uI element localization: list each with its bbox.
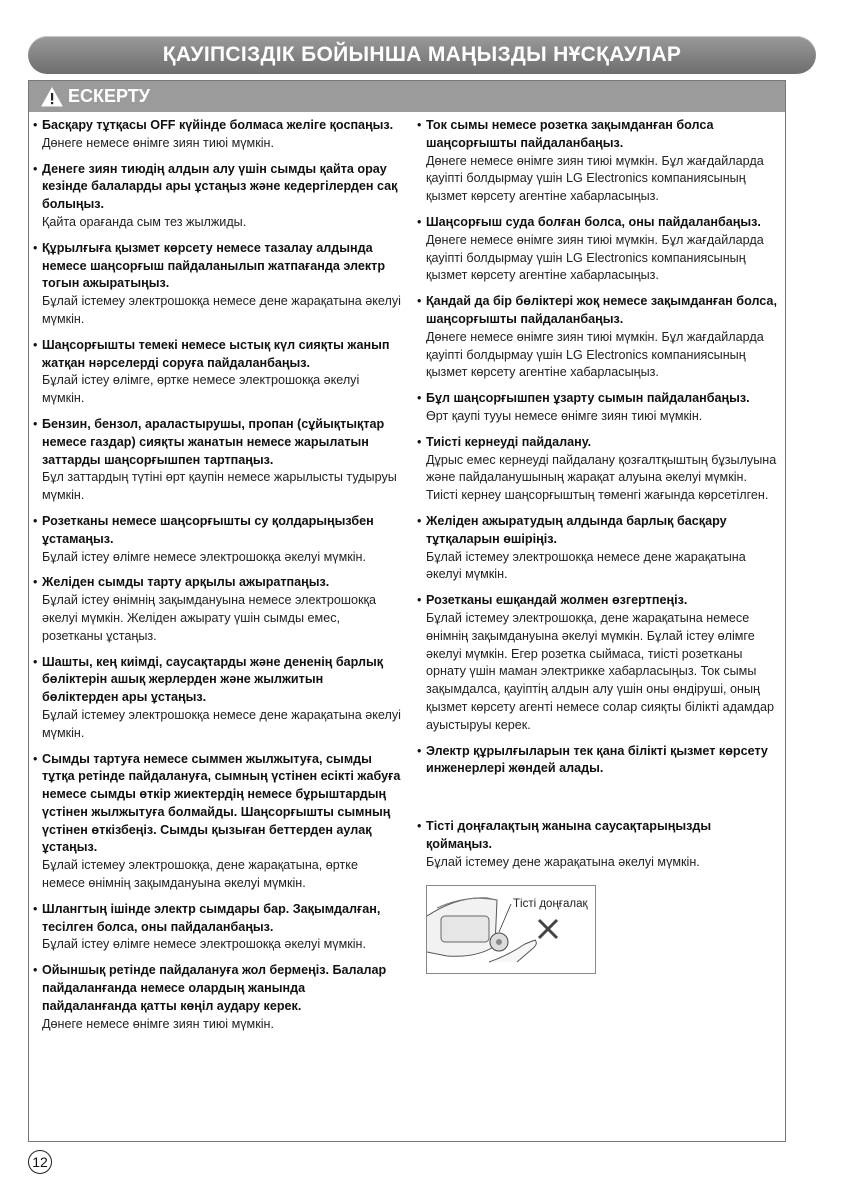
- item-text: Дөнеге немесе өнімге зиян тиюі мүмкін.: [42, 1016, 274, 1031]
- item-heading: Шлангтың ішінде электр сымдары бар. Зақымдалған, тесілген болса, оны пайдаланбаңыз.: [42, 901, 381, 934]
- item-heading: Розетканы ешқандай жолмен өзгертпеңіз.: [426, 593, 688, 608]
- item-heading: Шаңсорғыш суда болған болса, оны пайдаланбаңыз.: [426, 214, 761, 229]
- list-item: • Шаңсорғыш суда болған болса, оны пайдаланбаңыз. Дөнеге немесе өнімге зиян тиюі мүмкін. Бұл жағдайларда қауіпті болдырмау үшін LG Electronics компаниясының қызмет көрсету агентіне хабарласыңыз.: [417, 214, 779, 285]
- item-text: Бұлай істемеу электрошокқа немесе дене жарақатына әкелуі мүмкін.: [426, 549, 746, 582]
- item-text: Өрт қаупі тууы немесе өнімге зиян тиюі мүмкін.: [426, 408, 703, 423]
- item-heading: Қандай да бір бөліктері жоқ немесе зақымданған болса, шаңсорғышты пайдаланбаңыз.: [426, 294, 777, 326]
- item-text: Бұлай істеу өлімге немесе электрошокқа әкелуі мүмкін.: [42, 937, 366, 952]
- item-heading: Бензин, бензол, араластырушы, пропан (сұйықтықтар немесе газдар) сияқты жанатын немесе жарылатын заттарды шаңсорғышпен тартпаңыз.: [42, 416, 385, 467]
- list-item: • Құрылғыға қызмет көрсету немесе тазалау алдында немесе шаңсорғыш пайдаланылып жатпағанда электр тогын ажыратыңыз. Бұлай істемеу электрошокқа немесе дене жарақатына әкелуі мүмкін.: [33, 240, 403, 329]
- list-item: • Розетканы немесе шаңсорғышты су қолдарыңызбен ұстамаңыз. Бұлай істеу өлімге немесе электрошокқа әкелуі мүмкін.: [33, 513, 403, 566]
- item-heading: Желіден сымды тарту арқылы ажыратпаңыз.: [42, 575, 330, 590]
- item-heading: Розетканы немесе шаңсорғышты су қолдарыңызбен ұстамаңыз.: [42, 513, 374, 546]
- item-text: Дұрыс емес кернеуді пайдалану қозғалтқыштың бұзылуына және пайдаланушының жарақат алуына әкелуі мүмкін. Тиісті кернеу шаңсорғыштың төменгі жағында көрсетілген.: [426, 452, 777, 503]
- list-item: • Шлангтың ішінде электр сымдары бар. Зақымдалған, тесілген болса, оны пайдаланбаңыз. Бұлай істеу өлімге немесе электрошокқа әкелуі мүмкін.: [33, 901, 403, 954]
- gear-label: Тісті доңғалақ: [513, 898, 588, 911]
- item-text: Бұлай істемеу электрошокқа, дене жарақатына, өртке немесе өнімнің зақымдануына әкелуі мүмкін.: [42, 858, 358, 891]
- item-text: Бұлай істеу өнімнің зақымдануына немесе электрошокқа әкелуі мүмкін. Желіден ажырату үшін сымды емес, розетканы ұстаңыз.: [42, 593, 377, 643]
- list-item: • Басқару тұтқасы OFF күйінде болмаса желіге қоспаңыз. Дөнеге немесе өнімге зиян тиюі мүмкін.: [33, 117, 403, 153]
- list-item: • Электр құрылғыларын тек қана білікті қызмет көрсету инженерлері жөндей алады.: [417, 743, 779, 779]
- item-text: Бұлай істемеу электрошокқа немесе дене жарақатына әкелуі мүмкін.: [42, 294, 401, 326]
- item-text: Дөнеге немесе өнімге зиян тиюі мүмкін. Бұл жағдайларда қауіпті болдырмау үшін LG Electronics компаниясының қызмет көрсету агентіне хабарласыңыз.: [426, 329, 764, 380]
- left-column: [33, 117, 403, 1041]
- list-item: • Қандай да бір бөліктері жоқ немесе зақымданған болса, шаңсорғышты пайдаланбаңыз. Дөнеге немесе өнімге зиян тиюі мүмкін. Бұл жағдайларда қауіпті болдырмау үшін LG Electronics компаниясының қызмет көрсету агентіне хабарласыңыз.: [417, 293, 779, 382]
- item-text: Дөнеге немесе өнімге зиян тиюі мүмкін.: [42, 135, 274, 150]
- list-item: • Желіден сымды тарту арқылы ажыратпаңыз. Бұлай істеу өнімнің зақымдануына немесе электрошокқа әкелуі мүмкін. Желіден ажырату үшін сымды емес, розетканы ұстаңыз.: [33, 574, 403, 645]
- item-text: Бұлай істеу өлімге немесе электрошокқа әкелуі мүмкін.: [42, 549, 366, 564]
- list-item: • Бұл шаңсорғышпен ұзарту сымын пайдаланбаңыз. Өрт қаупі тууы немесе өнімге зиян тиюі мүмкін.: [417, 390, 779, 426]
- list-item: • Желіден ажыратудың алдында барлық басқару тұтқаларын өшіріңіз. Бұлай істемеу электрошокқа немесе дене жарақатына әкелуі мүмкін.: [417, 513, 779, 584]
- item-heading: Ток сымы немесе розетка зақымданған болса шаңсорғышты пайдаланбаңыз.: [426, 118, 714, 150]
- item-heading: Тиісті кернеуді пайдалану.: [426, 434, 592, 449]
- item-text: Бұлай істеу өлімге, өртке немесе электрошокқа әкелуі мүмкін.: [42, 373, 360, 406]
- item-heading: Шашты, кең киімді, саусақтарды және дененің барлық бөліктерін ашық жерлерден және жылжитын бөліктерден ары ұстаңыз.: [42, 654, 384, 705]
- list-item: • Ойыншық ретінде пайдалануға жол бермеңіз. Балалар пайдаланғанда немесе олардың жанында пайдаланғанда қатты көңіл аудару керек. Дөнеге немесе өнімге зиян тиюі мүмкін.: [33, 962, 403, 1033]
- list-item: • Сымды тартуға немесе сыммен жылжытуға, сымды тұтқа ретінде пайдалануға, сымның үстінен есікті жабуға немесе сымды өткір жиектердің немесе бұрыштардың үстінен жылжытуға болмайды. Шаңсорғышты сымның үстінен өткізбеңіз. Сымды қызыған беттерден аулақ ұстаңыз. Бұлай істемеу электрошокқа, дене жарақатына, өртке немесе өнімнің зақымдануына әкелуі мүмкін.: [33, 751, 403, 893]
- item-heading: Ойыншық ретінде пайдалануға жол бермеңіз. Балалар пайдаланғанда немесе олардың жанында пайдаланғанда қатты көңіл аудару керек.: [42, 963, 387, 1013]
- page-title: ҚАУІПСІЗДІК БОЙЫНША МАҢЫЗДЫ НҰСҚАУЛАР: [162, 43, 682, 66]
- item-heading: Денеге зиян тиюдің алдын алу үшін сымды қайта орау кезінде балаларды ары ұстаңыз және кедергілерден сақ болыңыз.: [42, 161, 398, 212]
- item-text: Дөнеге немесе өнімге зиян тиюі мүмкін. Бұл жағдайларда қауіпті болдырмау үшін LG Electronics компаниясының қызмет көрсету агентіне хабарласыңыз.: [426, 232, 764, 283]
- list-item: • Шашты, кең киімді, саусақтарды және дененің барлық бөліктерін ашық жерлерден және жылжитын бөліктерден ары ұстаңыз. Бұлай істемеу электрошокқа немесе дене жарақатына әкелуі мүмкін.: [33, 654, 403, 743]
- list-item: • Ток сымы немесе розетка зақымданған болса шаңсорғышты пайдаланбаңыз. Дөнеге немесе өнімге зиян тиюі мүмкін. Бұл жағдайларда қауіпті болдырмау үшін LG Electronics компаниясының қызмет көрсету агентіне хабарласыңыз.: [417, 117, 779, 206]
- item-heading: Электр құрылғыларын тек қана білікті қызмет көрсету инженерлері жөндей алады.: [426, 743, 768, 776]
- warning-label: ЕСКЕРТУ: [68, 86, 150, 106]
- item-text: Дөнеге немесе өнімге зиян тиюі мүмкін. Бұл жағдайларда қауіпті болдырмау үшін LG Electronics компаниясының қызмет көрсету агентіне хабарласыңыз.: [426, 153, 764, 204]
- list-item: • Бензин, бензол, араластырушы, пропан (сұйықтықтар немесе газдар) сияқты жанатын немесе жарылатын заттарды шаңсорғышпен тартпаңыз. Бұл заттардың түтіні өрт қаупін немесе жарылысты тудыруы мүмкін.: [33, 416, 403, 505]
- gear-illustration: [426, 885, 596, 974]
- list-item: • Денеге зиян тиюдің алдын алу үшін сымды қайта орау кезінде балаларды ары ұстаңыз және кедергілерден сақ болыңыз. Қайта орағанда сым тез жылжиды.: [33, 161, 403, 232]
- list-item: • Шаңсорғышты темекі немесе ыстық күл сияқты жанып жатқан нәрселерді соруға пайдаланбаңыз. Бұлай істеу өлімге, өртке немесе электрошокқа әкелуі мүмкін.: [33, 337, 403, 408]
- item-heading: Желіден ажыратудың алдында барлық басқару тұтқаларын өшіріңіз.: [426, 513, 727, 546]
- title-bar: [28, 36, 816, 74]
- item-text: Бұл заттардың түтіні өрт қаупін немесе жарылысты тудыруы мүмкін.: [42, 470, 397, 503]
- right-column: [417, 117, 779, 974]
- list-item: • Розетканы ешқандай жолмен өзгертпеңіз. Бұлай істемеу электрошокқа, дене жарақатына немесе өнімнің зақымдануына әкелуі мүмкін. Бұлай істеу өлімге әкелуі мүмкін. Егер розетка сыймаса, тиісті розетканы орнату үшін маман электрикке хабарласыңыз. Ток сымы зақымдалса, қауіптің алдын алу үшін оны өндіруші, оның қызмет көрсету агенті немесе солар сияқты білікті адамдар ауыстыруы керек.: [417, 592, 779, 734]
- warning-header: [29, 81, 785, 112]
- item-text: Бұлай істемеу дене жарақатына әкелуі мүмкін.: [426, 854, 700, 869]
- list-item: • Тісті доңғалақтың жанына саусақтарыңызды қоймаңыз. Бұлай істемеу дене жарақатына әкелуі мүмкін.: [417, 818, 779, 871]
- list-item: • Тиісті кернеуді пайдалану. Дұрыс емес кернеуді пайдалану қозғалтқыштың бұзылуына және пайдаланушының жарақат алуына әкелуі мүмкін. Тиісті кернеу шаңсорғыштың төменгі жағында көрсетілген.: [417, 434, 779, 505]
- page-number: 12: [28, 1150, 52, 1174]
- item-heading: Құрылғыға қызмет көрсету немесе тазалау алдында немесе шаңсорғыш пайдаланылып жатпағанда электр тогын ажыратыңыз.: [42, 240, 386, 291]
- item-text: Бұлай істемеу электрошокқа, дене жарақатына немесе өнімнің зақымдануына әкелуі мүмкін. Бұлай істеу өлімге әкелуі мүмкін. Егер розетка сыймаса, тиісті розетканы орнату үшін маман электрикке хабарласыңыз. Ток сымы зақымдалса, қауіптің алдын алу үшін оны өндіруші, оның қызмет көрсету агенті немесе солар сияқты білікті адамдар ауыстыруы керек.: [426, 610, 774, 732]
- item-heading: Шаңсорғышты темекі немесе ыстық күл сияқты жанып жатқан нәрселерді соруға пайдаланбаңыз.: [42, 337, 390, 370]
- item-heading: Бұл шаңсорғышпен ұзарту сымын пайдаланбаңыз.: [426, 391, 750, 406]
- item-heading: Сымды тартуға немесе сыммен жылжытуға, сымды тұтқа ретінде пайдалануға, сымның үстінен есікті жабуға немесе сымды өткір жиектердің немесе бұрыштардың үстінен жылжытуға болмайды. Шаңсорғышты сымның үстінен өткізбеңіз. Сымды қызыған беттерден аулақ ұстаңыз.: [42, 751, 401, 855]
- warning-triangle-icon: [41, 87, 63, 107]
- item-heading: Тісті доңғалақтың жанына саусақтарыңызды қоймаңыз.: [426, 819, 712, 851]
- item-heading: Басқару тұтқасы OFF күйінде болмаса желіге қоспаңыз.: [42, 118, 394, 132]
- item-text: Бұлай істемеу электрошокқа немесе дене жарақатына әкелуі мүмкін.: [42, 707, 401, 740]
- item-text: Қайта орағанда сым тез жылжиды.: [42, 214, 247, 229]
